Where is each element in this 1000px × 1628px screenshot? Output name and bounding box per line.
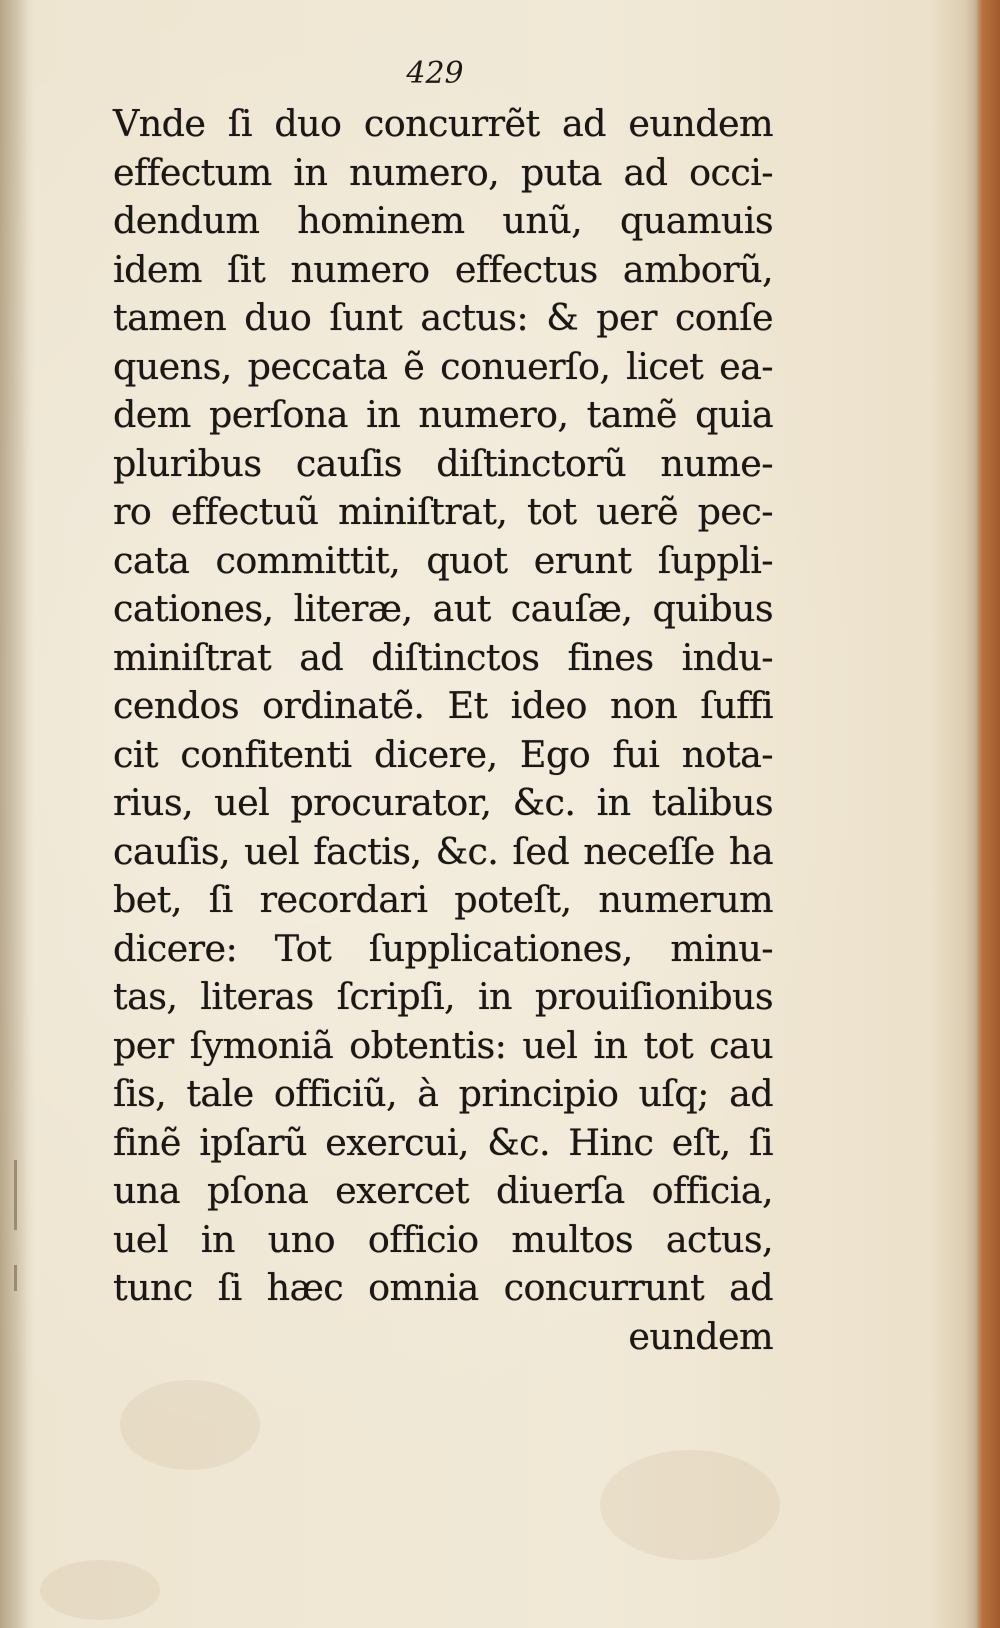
text-line: ſis, tale officiũ, à principio uſq; ad: [113, 1072, 773, 1115]
text-line: cit confitenti dicere, Ego fui nota-: [113, 732, 773, 776]
text-line: rius, uel procurator, &c. in talibus: [113, 781, 773, 824]
margin-mark: [14, 1265, 17, 1291]
margin-mark: [14, 1160, 17, 1230]
text-line: tunc ſi hæc omnia concurrunt ad: [113, 1266, 773, 1309]
text-line: ro effectuũ miniſtrat, tot uerẽ pec-: [113, 490, 773, 533]
text-line: cationes, literæ, aut cauſæ, quibus: [113, 587, 773, 630]
text-line: cendos ordinatẽ. Et ideo non ſuffi: [113, 684, 773, 727]
text-line: tas, literas ſcripſi, in prouiſionibus: [113, 975, 773, 1018]
text-line: miniſtrat ad diſtinctos fines indu-: [113, 635, 773, 679]
body-text: [113, 100, 773, 1361]
gutter-shadow: [0, 0, 34, 1628]
paper-stain: [600, 1450, 780, 1560]
catchword: eundem: [628, 1314, 773, 1358]
paper-stain: [120, 1380, 260, 1470]
text-line: cata committit, quot erunt ſuppli-: [113, 538, 773, 582]
page-number: 429: [406, 56, 464, 91]
text-line: per ſymoniã obtentis: uel in tot cau: [113, 1023, 773, 1067]
text-line: idem ſit numero effectus amborũ,: [113, 247, 773, 291]
text-line: una pſona exercet diuerſa officia,: [113, 1169, 773, 1212]
text-line: dem perſona in numero, tamẽ quia: [113, 393, 773, 436]
text-line: uel in uno officio multos actus,: [113, 1217, 773, 1261]
text-line: Vnde ſi duo concurrẽt ad eundem: [113, 102, 773, 145]
text-line: dendum hominem unũ, quamuis: [113, 199, 773, 242]
text-line: tamen duo ſunt actus: & per conſe: [113, 296, 773, 339]
text-line: finẽ ipſarũ exercui, &c. Hinc eſt, ſi: [113, 1120, 773, 1164]
text-line: pluribus cauſis diſtinctorũ nume-: [113, 441, 773, 485]
paper-stain: [40, 1560, 160, 1620]
text-line: bet, ſi recordari poteſt, numerum: [113, 878, 773, 921]
text-line: dicere: Tot ſupplicationes, minu-: [113, 926, 773, 970]
text-line: cauſis, uel factis, &c. ſed neceſſe ha: [113, 829, 773, 873]
text-line: quens, peccata ẽ conuerſo, licet ea-: [113, 344, 773, 388]
text-line: effectum in numero, puta ad occi-: [113, 150, 773, 194]
